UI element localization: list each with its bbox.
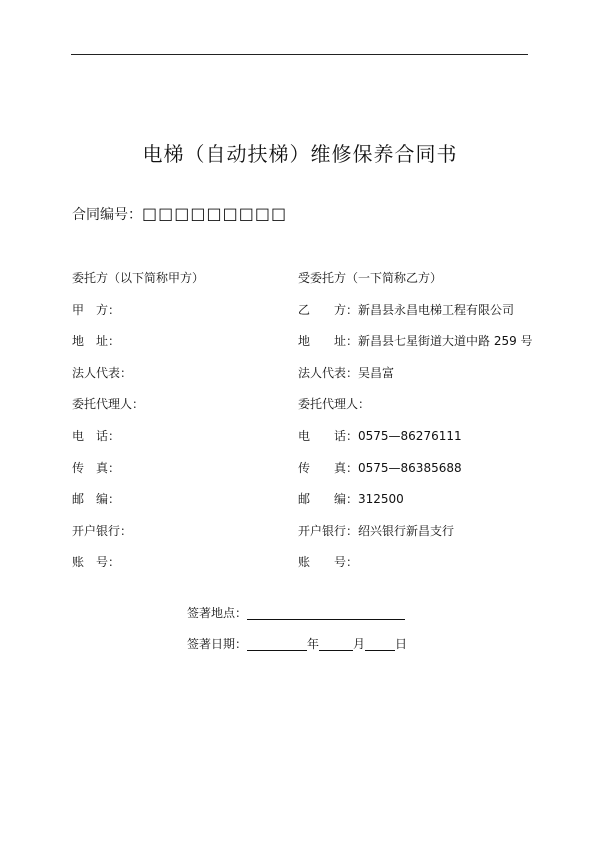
signing-day-label: 日	[395, 637, 408, 651]
header-rule	[71, 54, 528, 55]
signing-year-label: 年	[307, 637, 320, 651]
party-b-legal-rep-row: 法人代表：吴昌富	[298, 365, 395, 380]
party-a-name-row: 甲 方：	[72, 302, 121, 317]
party-b-fax-row: 传 真：0575—86385688	[298, 460, 462, 475]
contract-number-label: 合同编号：	[72, 207, 142, 223]
party-a-address-row: 地 址：	[72, 334, 121, 349]
party-b-header: 受委托方（一下简称乙方）	[298, 271, 443, 285]
party-a-fax-row: 传 真：	[72, 460, 121, 475]
signing-date	[187, 634, 407, 654]
document-title: 电梯（自动扶梯）维修保养合同书	[142, 142, 458, 166]
signing-year-blank	[247, 636, 307, 651]
party-a-account-row: 账 号：	[72, 555, 121, 570]
signing-place-label: 签著地点：	[187, 606, 248, 620]
signing-date-label: 签著日期：	[187, 637, 248, 651]
party-a-postcode-row: 邮 编：	[72, 492, 121, 507]
signing-place	[187, 603, 405, 623]
contract-number	[72, 203, 287, 226]
party-b-column	[298, 263, 538, 579]
party-a-column	[72, 263, 292, 579]
party-b-bank-row: 开户银行：绍兴银行新昌支行	[298, 523, 455, 538]
party-a-bank-row: 开户银行：	[72, 523, 133, 538]
party-b-postcode-row: 邮 编：312500	[298, 492, 404, 507]
party-b-account-row: 账 号：	[298, 555, 359, 570]
contract-number-boxes: □□□□□□□□□	[142, 204, 288, 223]
party-b-name-row: 乙 方：新昌县永昌电梯工程有限公司	[298, 302, 515, 317]
party-a-agent-row: 委托代理人：	[72, 397, 145, 412]
party-a-header: 委托方（以下简称甲方）	[72, 271, 205, 285]
party-b-agent-row: 委托代理人：	[298, 397, 371, 412]
party-b-address-row: 地 址：新昌县七星街道大道中路 259 号	[298, 334, 533, 349]
signing-place-blank	[247, 605, 405, 620]
party-a-legal-rep-row: 法人代表：	[72, 365, 133, 380]
party-b-phone-row: 电 话：0575—86276111	[298, 428, 462, 443]
party-a-phone-row: 电 话：	[72, 428, 121, 443]
signing-day-blank	[365, 636, 395, 651]
signing-month-blank	[319, 636, 353, 651]
signing-month-label: 月	[353, 637, 366, 651]
